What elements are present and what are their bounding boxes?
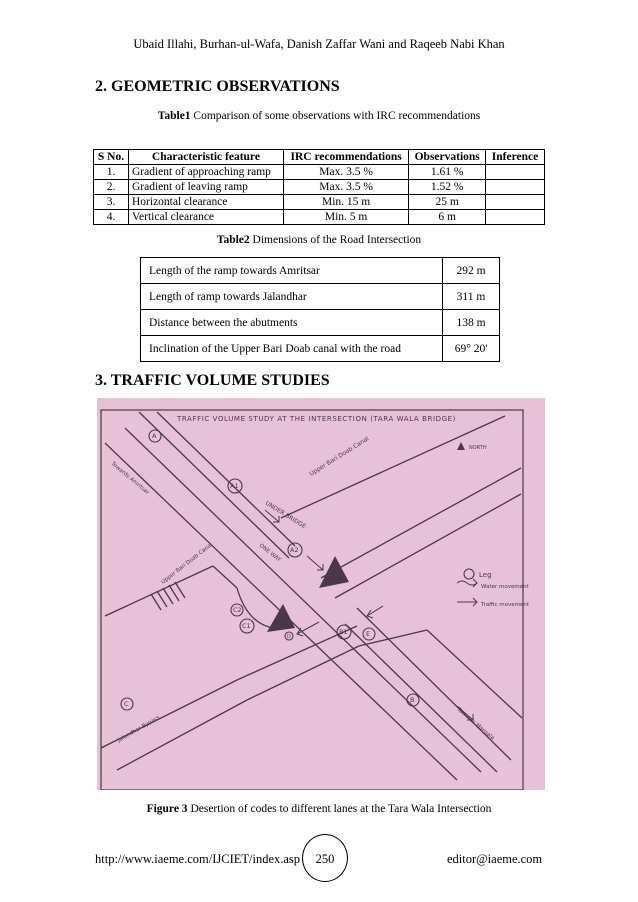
- code-label-e: E: [366, 630, 371, 638]
- cell-value: 292 m: [443, 258, 500, 284]
- table-header-row: [94, 150, 545, 165]
- north-label: NORTH: [469, 445, 487, 451]
- footer-email[interactable]: editor@iaeme.com: [447, 852, 543, 866]
- header-inference: Inference: [486, 150, 545, 165]
- cell-observation: 1.61 %: [409, 165, 486, 180]
- page-number: 250: [315, 852, 335, 866]
- table-row: [94, 180, 545, 195]
- legend-leg-label: Leg: [479, 571, 492, 579]
- figure3-caption: [0, 803, 638, 815]
- table-row: [94, 195, 545, 210]
- cell-feature: Horizontal clearance: [129, 195, 284, 210]
- code-label-a: A: [152, 432, 157, 440]
- cell-dimension: Length of the ramp towards Amritsar: [141, 258, 443, 284]
- code-label-b1: B1: [339, 628, 348, 636]
- cell-irc: Min. 5 m: [283, 210, 409, 225]
- cell-dimension: Inclination of the Upper Bari Doab canal with the road: [141, 336, 443, 362]
- footer-url[interactable]: http://www.iaeme.com/IJCIET/index.asp: [95, 852, 301, 866]
- cell-inference: [486, 210, 545, 225]
- header-observations: Observations: [409, 150, 486, 165]
- cell-inference: [486, 165, 545, 180]
- cell-irc: Min. 15 m: [283, 195, 409, 210]
- cell-sno: 1.: [94, 165, 129, 180]
- cell-value: 69° 20': [443, 336, 500, 362]
- figure-background: [97, 398, 545, 790]
- header-irc: IRC recommendations: [283, 150, 409, 165]
- header-feature: Characteristic feature: [129, 150, 284, 165]
- under-bridge-label: UNDER BRIDGE: [263, 499, 308, 531]
- cell-sno: 3.: [94, 195, 129, 210]
- towards-amritsar-label: Towards Amritsar: [109, 460, 150, 497]
- intersection-sketch-figure: [97, 398, 545, 790]
- table1-label: Table1: [157, 110, 191, 122]
- cell-irc: Max. 3.5 %: [283, 165, 409, 180]
- legend-water-label: Water movement: [481, 584, 529, 590]
- legend-traffic-label: Traffic movement: [481, 602, 530, 608]
- canal-label-upper: Upper Bari Doab Canal: [308, 435, 371, 478]
- cell-observation: 6 m: [409, 210, 486, 225]
- table1-caption: [0, 110, 638, 122]
- table-row: [94, 165, 545, 180]
- section-heading-geometric: 2. GEOMETRIC OBSERVATIONS: [95, 78, 340, 95]
- cell-sno: 2.: [94, 180, 129, 195]
- cell-sno: 4.: [94, 210, 129, 225]
- cell-feature: Vertical clearance: [129, 210, 284, 225]
- table1-irc-comparison: [93, 149, 545, 225]
- table2-label: Table2: [216, 234, 250, 246]
- towards-mansala-label: Towards Mansala: [455, 706, 496, 742]
- figure3-label: Figure 3: [146, 803, 188, 815]
- code-label-b: B: [410, 696, 415, 704]
- cell-dimension: Length of ramp towards Jalandhar: [141, 284, 443, 310]
- cell-observation: 25 m: [409, 195, 486, 210]
- code-label-c1: C1: [242, 622, 251, 630]
- code-label-c2: C2: [233, 606, 242, 614]
- table1-caption-text: Comparison of some observations with IRC recommendations: [190, 110, 481, 122]
- cell-irc: Max. 3.5 %: [283, 180, 409, 195]
- table-row: [141, 336, 500, 362]
- sketch-title: TRAFFIC VOLUME STUDY AT THE INTERSECTION (TARA WALA BRIDGE): [177, 415, 456, 423]
- cell-inference: [486, 180, 545, 195]
- running-header: Ubaid Illahi, Burhan-ul-Wafa, Danish Zaffar Wani and Raqeeb Nabi Khan: [133, 37, 505, 51]
- cell-dimension: Distance between the abutments: [141, 310, 443, 336]
- cell-feature: Gradient of leaving ramp: [129, 180, 284, 195]
- one-way-label: ONE WAY: [257, 542, 282, 564]
- figure3-caption-text: Desertion of codes to different lanes at the Tara Wala Intersection: [187, 803, 492, 815]
- table-row: [141, 258, 500, 284]
- cell-feature: Gradient of approaching ramp: [129, 165, 284, 180]
- code-label-c: C: [124, 700, 129, 708]
- table2-caption-text: Dimensions of the Road Intersection: [249, 234, 422, 246]
- section-heading-traffic: 3. TRAFFIC VOLUME STUDIES: [95, 372, 330, 389]
- code-label-a1: A1: [230, 482, 239, 490]
- table-row: [141, 310, 500, 336]
- jalandhar-bypass-label: Jalandhar Bypass: [117, 714, 162, 744]
- cell-value: 138 m: [443, 310, 500, 336]
- cell-value: 311 m: [443, 284, 500, 310]
- cell-observation: 1.52 %: [409, 180, 486, 195]
- canal-label-lower: Upper Bari Doab Canal: [160, 542, 214, 586]
- table2-caption: [0, 234, 638, 246]
- header-sno: S No.: [94, 150, 129, 165]
- code-label-d: D: [287, 634, 291, 640]
- table-row: [141, 284, 500, 310]
- table2-road-dimensions: [140, 257, 500, 362]
- cell-inference: [486, 195, 545, 210]
- code-label-a2: A2: [290, 546, 299, 554]
- table-row: [94, 210, 545, 225]
